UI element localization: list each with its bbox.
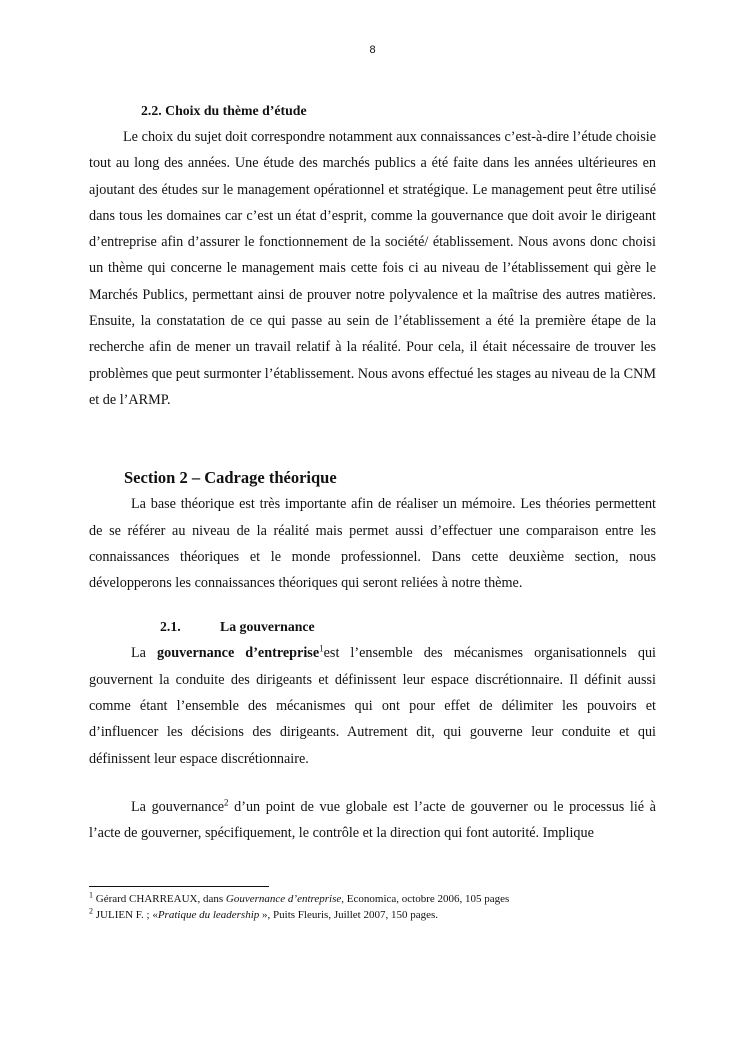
footnote-text: Gérard CHARREAUX, dans	[93, 893, 226, 905]
footnote-title: Pratique du leadership	[157, 909, 260, 921]
page-body	[89, 98, 656, 847]
subsection-heading-choix-theme: 2.2. Choix du thème d’étude	[141, 103, 307, 118]
text-body: d’un point de vue globale est l’acte de gouverner ou le processus lié à l’acte de gouverner, spécifiquement, le contrôle et la direction qui font autorité. Implique	[89, 798, 656, 842]
footnote-title: Gouvernance d’entreprise,	[225, 893, 345, 905]
footnote-text: », Puits Fleuris, Juillet 2007, 150 pages.	[259, 909, 439, 921]
paragraph-choix-theme: Le choix du sujet doit correspondre notamment aux connaissances c’est-à-dire l’étude choisie tout au long des années. Une étude des marchés publics a été faite dans les années ultérieures en ajoutant des études sur le management opérationnel et stratégique. Le management peut être utilisé dans tous les domaines car c’est un état d’esprit, comme la gouvernance que doit avoir le dirigeant d’entreprise afin d’assurer le fonctionnement de la société/ établissement. Nous avons donc choisi un thème qui concerne le management mais cette fois ci au niveau de l’établissement qui gère le Marchés Publics, permettant ainsi de prouver notre polyvalence et la maîtrise des autres matières. Ensuite, la constatation de ce qui passe au sein de l’établissement a été la première étape de la recherche afin de mener un travail relatif à la réalité. Pour cela, il était nécessaire de trouver les problèmes que peut surmonter l’établissement. Nous avons effectué les stages au niveau de la CNM et de l’ARMP.	[89, 129, 656, 408]
paragraph-cadrage: La base théorique est très importante afin de réaliser un mémoire. Les théories permettent de se référer au niveau de la réalité mais permet aussi d’effectuer une comparaison entre les connaissances théoriques et le monde professionnel. Dans cette deuxième section, nous développerons les connaissances théoriques qui seront reliées à notre thème.	[89, 496, 656, 592]
footnote-number: 1	[89, 890, 93, 900]
paragraph-gouvernance-globale	[89, 794, 656, 847]
footnote-ref-1[interactable]: 1	[319, 643, 324, 654]
text-lead: La gouvernance	[131, 798, 225, 815]
footnote-text: Economica, octobre 2006, 105 pages	[344, 893, 510, 905]
spacer	[89, 772, 656, 794]
footnote-text: JULIEN F. ; «	[93, 909, 158, 921]
term-gouvernance-entreprise: gouvernance d’entreprise	[157, 645, 320, 662]
subsection-title: La gouvernance	[220, 619, 315, 635]
subsection-heading-gouvernance	[89, 614, 656, 640]
footnote-2	[89, 907, 656, 923]
footnote-1	[89, 891, 656, 907]
spacer	[89, 596, 656, 614]
spacer	[89, 413, 656, 465]
footnotes	[89, 891, 656, 923]
footnote-number: 2	[89, 906, 93, 916]
page-number: 8	[369, 44, 376, 56]
paragraph-gouvernance-entreprise	[89, 640, 656, 771]
text-body: est l’ensemble des mécanismes organisationnels qui gouvernent la conduite des dirigeants et définissent leur espace discrétionnaire. Il définit aussi comme étant l’ensemble des mécanismes qui ont pour effet de délimiter les pouvoirs et d’influencer les décisions des dirigeants. Autrement dit, qui gouverne leur conduite et qui définissent leur espace discrétionnaire.	[89, 645, 656, 767]
footnote-separator	[89, 886, 269, 887]
subsection-number: 2.1.	[160, 619, 181, 635]
text-lead: La	[131, 645, 158, 662]
section-title-cadrage: Section 2 – Cadrage théorique	[124, 468, 337, 488]
footnote-ref-2[interactable]: 2	[224, 797, 229, 808]
